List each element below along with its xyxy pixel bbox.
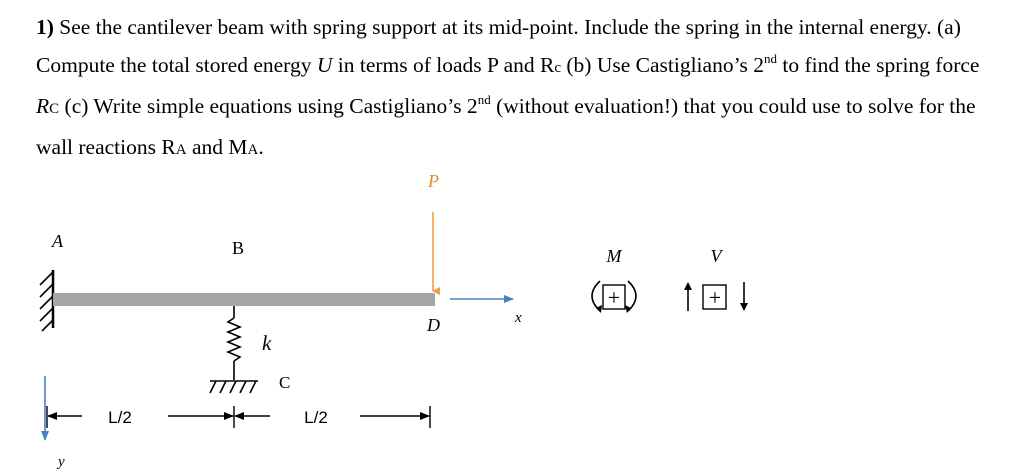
text-segment: . bbox=[258, 135, 264, 159]
text-segment: in terms of loads P and R bbox=[332, 53, 555, 77]
label-B: B bbox=[232, 238, 245, 258]
dimension-right-label: L/2 bbox=[304, 408, 328, 427]
fixed-wall-support bbox=[40, 270, 53, 331]
text-segment: to find the spring force bbox=[777, 53, 980, 77]
symbol-R: R bbox=[36, 94, 50, 118]
text-segment: (b) Use Castigliano’s 2 bbox=[561, 53, 765, 77]
shear-plus-sign: + bbox=[708, 285, 722, 310]
sign-label-M: M bbox=[606, 246, 622, 266]
text-segment: and M bbox=[186, 135, 248, 159]
dimension-line bbox=[47, 406, 430, 428]
superscript-nd: nd bbox=[477, 91, 491, 107]
subscript-c: c bbox=[554, 60, 561, 76]
problem-number: 1) bbox=[36, 15, 54, 39]
superscript-nd: nd bbox=[764, 50, 778, 66]
label-k: k bbox=[262, 331, 272, 355]
text-segment: See the cantilever beam with spring support at its mid-point. Include the spring in the internal energy. (a) Compute the total stored energy bbox=[36, 15, 961, 77]
label-y: y bbox=[58, 454, 65, 470]
subscript-C: C bbox=[49, 101, 60, 117]
label-A: A bbox=[52, 231, 63, 251]
text-segment: (without evaluation!) that you could use to solve for the wall reactions R bbox=[36, 94, 976, 159]
dimension-left-label: L/2 bbox=[108, 408, 132, 427]
label-C: C bbox=[279, 373, 291, 392]
subscript-A: A bbox=[175, 142, 187, 158]
label-P: P bbox=[428, 171, 439, 191]
ground-support bbox=[210, 381, 258, 393]
label-x: x bbox=[515, 310, 522, 326]
spring bbox=[228, 306, 240, 380]
sign-label-V: V bbox=[710, 246, 722, 266]
label-D: D bbox=[427, 315, 440, 335]
text-segment: (c) Write simple equations using Castigliano’s 2 bbox=[59, 94, 478, 118]
beam bbox=[53, 293, 435, 306]
moment-plus-sign: + bbox=[607, 285, 621, 310]
subscript-A: A bbox=[247, 142, 259, 158]
symbol-U: U bbox=[316, 53, 333, 77]
